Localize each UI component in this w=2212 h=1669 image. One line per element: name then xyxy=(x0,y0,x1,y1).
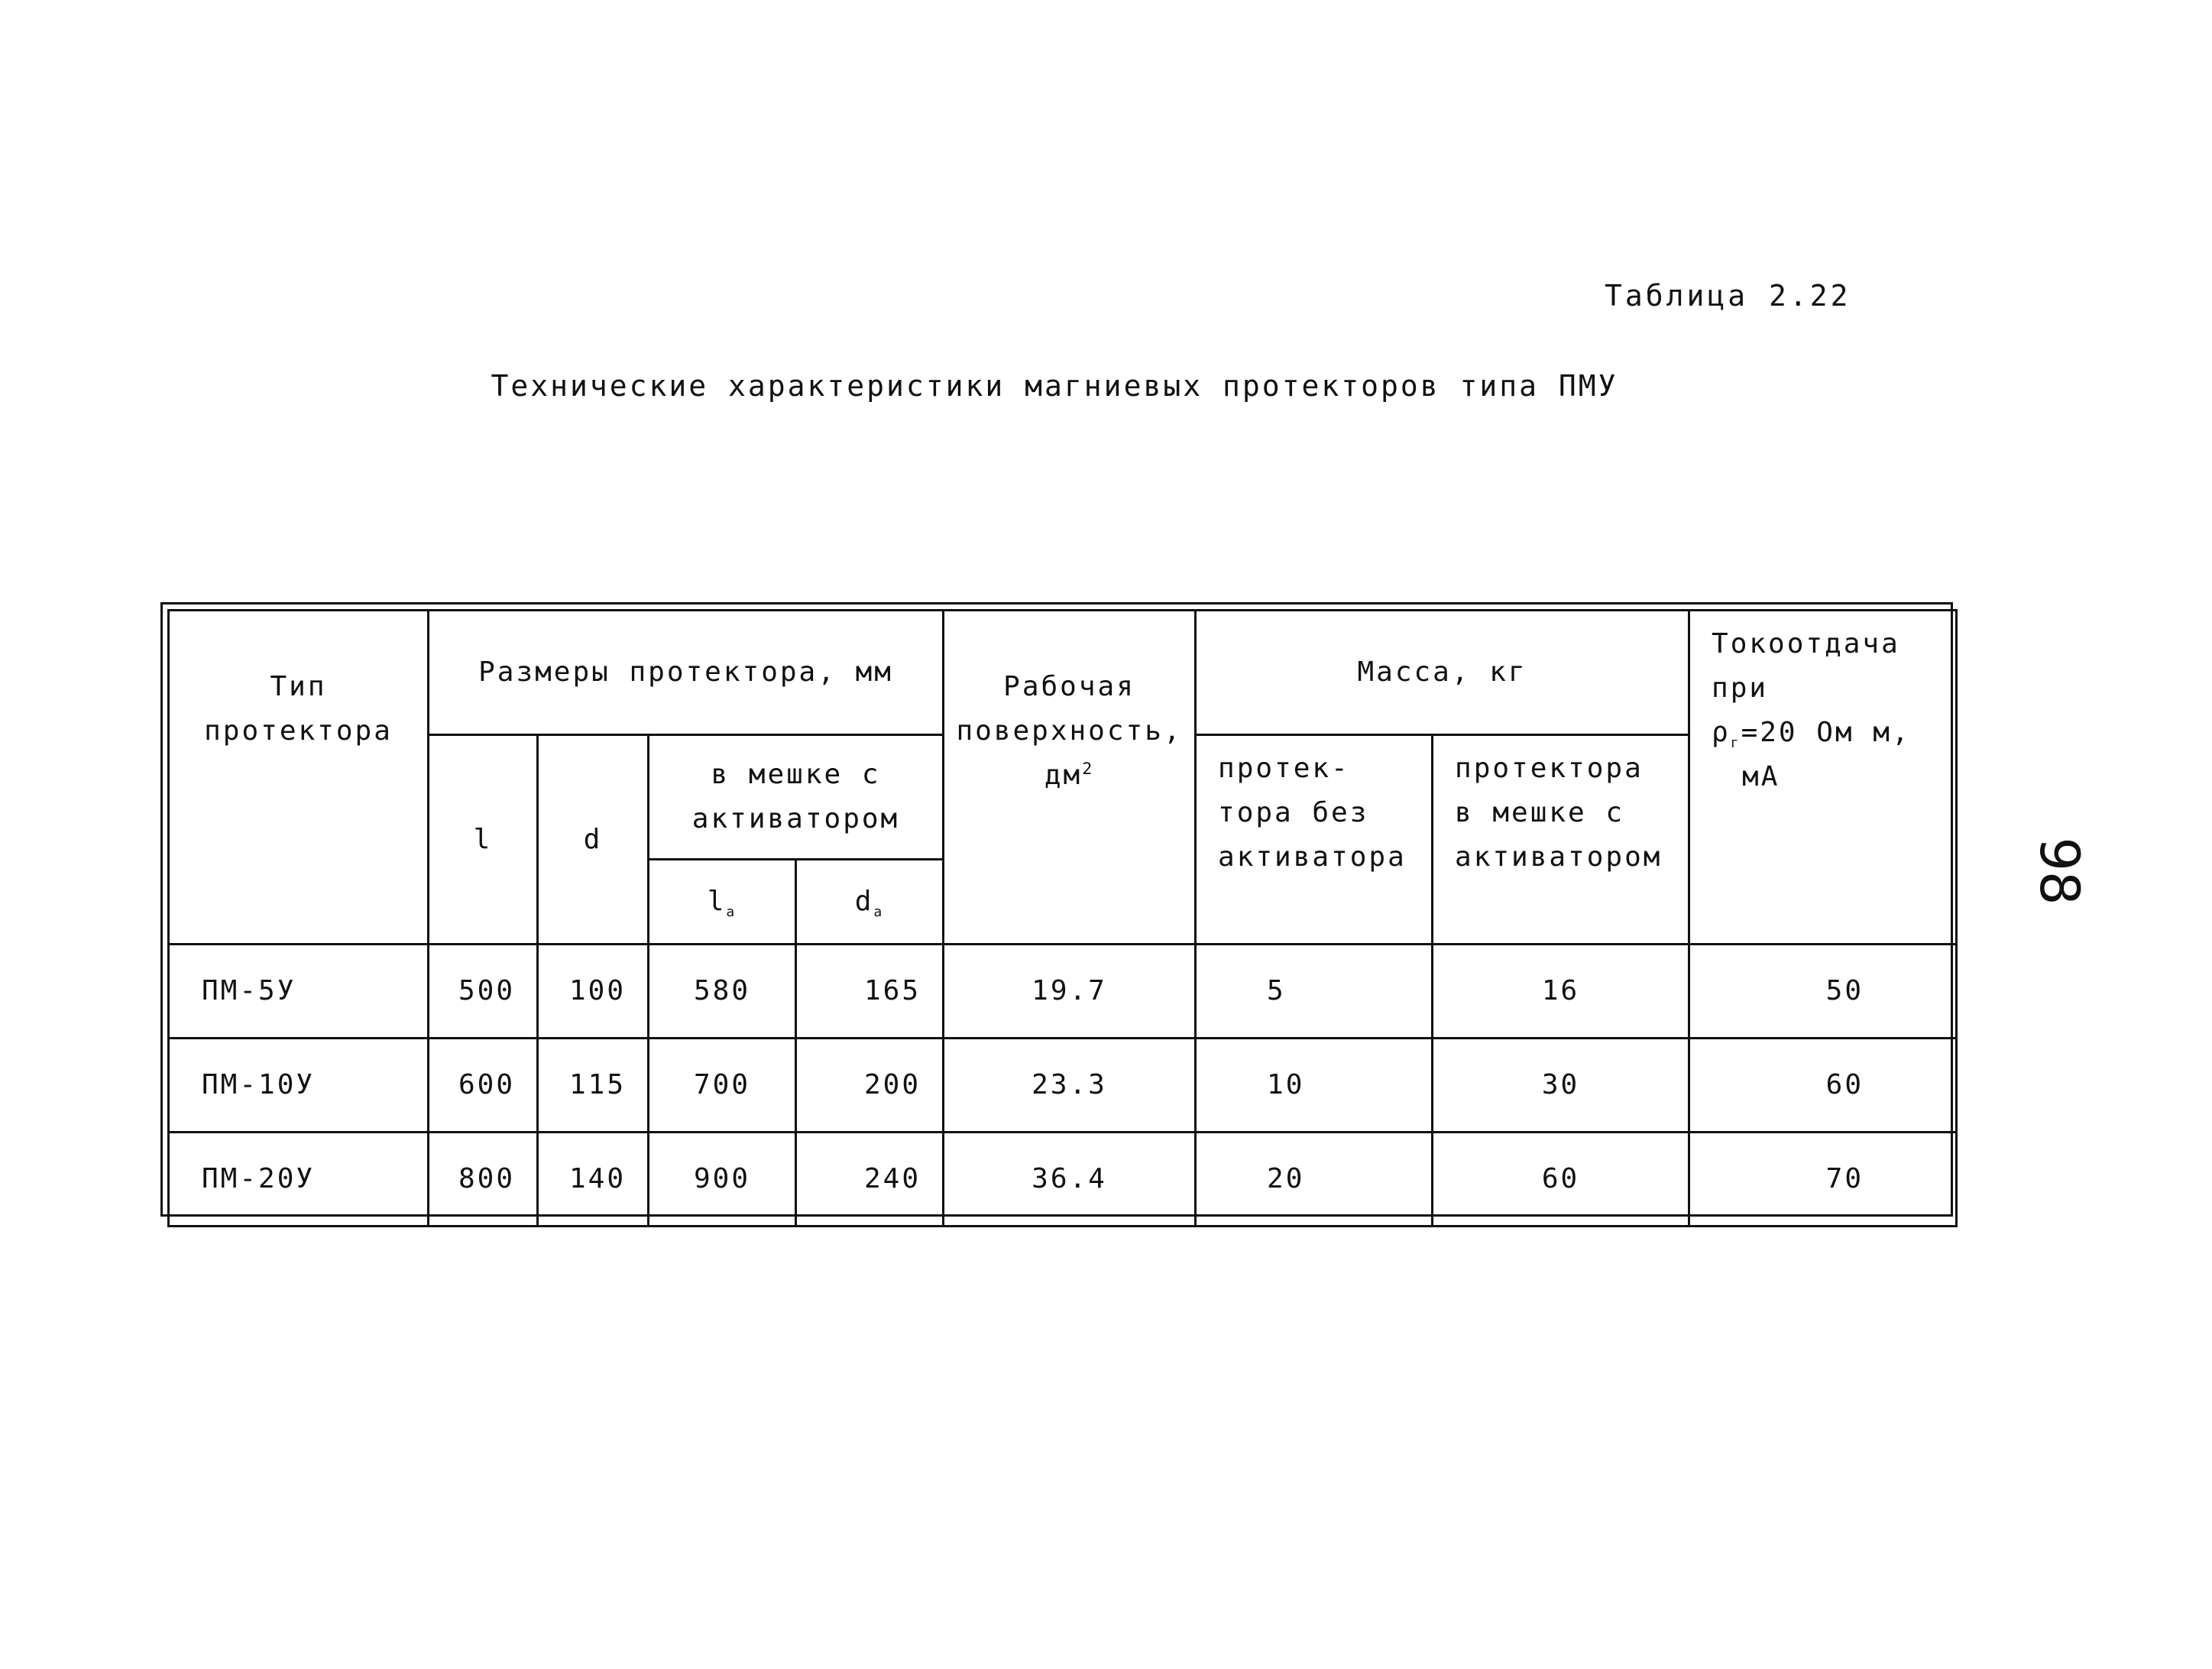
header-current-line3 xyxy=(1712,711,1955,755)
header-current-line2: при xyxy=(1712,672,1769,704)
header-current-rho-sub: г xyxy=(1730,735,1741,752)
table-title: Технические характеристики магниевых протекторов типа ПМУ xyxy=(491,369,1618,403)
header-mass-bag-line3: активатором xyxy=(1455,841,1663,873)
header-surface-unit xyxy=(944,753,1194,798)
table-caption: Таблица 2.22 xyxy=(1605,279,1851,313)
header-type-line1: Тип xyxy=(270,671,327,702)
cell-mass-bare: 5 xyxy=(1196,945,1433,1039)
header-mass-bare-line1: протек- xyxy=(1218,753,1350,784)
header-la-base: l xyxy=(707,886,727,917)
cell-mass-bag: 60 xyxy=(1433,1133,1689,1227)
header-current-line3-rest: =20 Ом м, xyxy=(1741,717,1911,748)
header-row-1 xyxy=(169,611,1957,735)
specs-table xyxy=(167,609,1958,1227)
header-la-sub: a xyxy=(726,904,737,921)
cell-type: ПМ-20У xyxy=(169,1133,429,1227)
cell-da: 165 xyxy=(796,945,944,1039)
cell-d: 100 xyxy=(538,945,649,1039)
cell-d: 140 xyxy=(538,1133,649,1227)
header-d: d xyxy=(538,735,649,945)
header-surface-unit-sup: 2 xyxy=(1082,760,1095,779)
header-current-rho: ρ xyxy=(1712,717,1731,748)
header-bag-line1: в мешке с xyxy=(711,759,881,790)
header-mass-bare-line2: тора без xyxy=(1218,797,1369,828)
cell-la: 900 xyxy=(649,1133,796,1227)
header-bag-line2: активатором xyxy=(691,803,900,834)
cell-type: ПМ-5У xyxy=(169,945,429,1039)
header-surface-line1: Рабочая xyxy=(1003,671,1135,702)
cell-current: 50 xyxy=(1689,945,1957,1039)
header-mass: Масса, кг xyxy=(1196,611,1689,735)
cell-surface: 23.3 xyxy=(944,1039,1196,1133)
table-row xyxy=(169,1039,1957,1133)
header-mass-bag-line2: в мешке с xyxy=(1455,797,1625,828)
cell-mass-bare: 20 xyxy=(1196,1133,1433,1227)
table-frame xyxy=(160,602,1953,1217)
header-current xyxy=(1689,611,1957,945)
table-row xyxy=(169,945,1957,1039)
cell-surface: 19.7 xyxy=(944,945,1196,1039)
cell-da: 200 xyxy=(796,1039,944,1133)
header-current-unit: мА xyxy=(1742,761,1780,792)
header-type xyxy=(169,611,429,945)
header-da-base: d xyxy=(854,886,874,917)
cell-current: 70 xyxy=(1689,1133,1957,1227)
cell-current: 60 xyxy=(1689,1039,1957,1133)
cell-la: 580 xyxy=(649,945,796,1039)
header-l: l xyxy=(429,735,538,945)
cell-la: 700 xyxy=(649,1039,796,1133)
header-mass-bare xyxy=(1196,735,1433,945)
header-current-line1: Токоотдача xyxy=(1712,628,1900,659)
cell-mass-bare: 10 xyxy=(1196,1039,1433,1133)
header-current-line4 xyxy=(1712,755,1955,799)
cell-d: 115 xyxy=(538,1039,649,1133)
page-number: 98 xyxy=(2028,837,2091,906)
header-da xyxy=(796,860,944,945)
cell-l: 500 xyxy=(429,945,538,1039)
header-type-line2: протектора xyxy=(204,715,393,747)
cell-surface: 36.4 xyxy=(944,1133,1196,1227)
cell-mass-bag: 16 xyxy=(1433,945,1689,1039)
header-mass-bag-line1: протектора xyxy=(1455,753,1644,784)
header-surface-unit-base: дм xyxy=(1044,760,1083,791)
header-bag xyxy=(649,735,944,860)
cell-mass-bag: 30 xyxy=(1433,1039,1689,1133)
header-surface xyxy=(944,611,1196,945)
header-mass-bare-line3: активатора xyxy=(1218,841,1407,873)
header-mass-bag xyxy=(1433,735,1689,945)
header-la xyxy=(649,860,796,945)
cell-l: 600 xyxy=(429,1039,538,1133)
cell-da: 240 xyxy=(796,1133,944,1227)
header-da-sub: a xyxy=(873,904,885,921)
header-surface-line2: поверхность, xyxy=(956,715,1183,747)
table-row xyxy=(169,1133,1957,1227)
header-sizes: Размеры протектора, мм xyxy=(429,611,944,735)
cell-type: ПМ-10У xyxy=(169,1039,429,1133)
cell-l: 800 xyxy=(429,1133,538,1227)
